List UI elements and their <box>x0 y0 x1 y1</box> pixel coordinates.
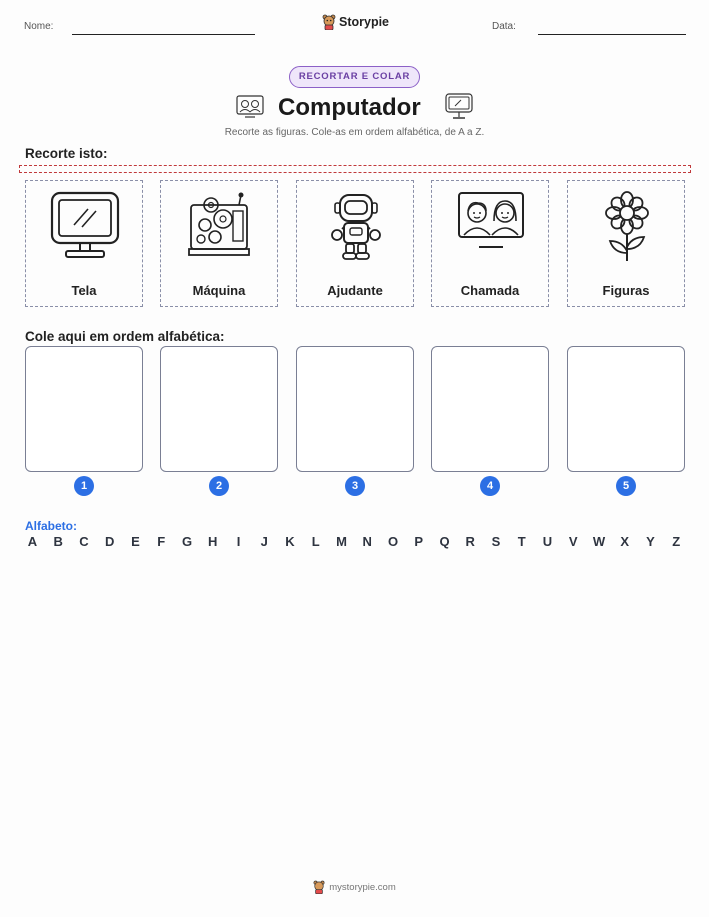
flower-icon <box>592 191 662 266</box>
card-word: Ajudante <box>327 283 383 298</box>
number-badge-2: 2 <box>209 476 229 496</box>
cut-section-label: Recorte isto: <box>25 146 108 161</box>
alphabet-letter: Y <box>646 534 655 549</box>
page-title: Computador <box>278 94 421 121</box>
robot-icon <box>321 191 391 266</box>
bear-icon <box>322 14 336 30</box>
monitor-icon <box>444 93 474 121</box>
card-word: Máquina <box>192 283 246 298</box>
alphabet-letter: Q <box>439 534 450 549</box>
alphabet-letter: G <box>181 534 193 549</box>
date-label: Data: <box>492 21 516 32</box>
alphabet-letter: X <box>620 534 630 549</box>
paste-box-3[interactable] <box>296 346 414 472</box>
card-word: Tela <box>71 283 97 298</box>
title-row <box>0 91 709 125</box>
cut-card-ajudante[interactable] <box>296 180 414 307</box>
video-call-icon <box>456 191 526 266</box>
alphabet-letter: A <box>27 534 38 549</box>
alphabet-letter: W <box>592 534 606 549</box>
alphabet-letter: U <box>542 534 553 549</box>
alphabet-letter: O <box>387 534 399 549</box>
number-badge-4: 4 <box>480 476 500 496</box>
alphabet-row <box>25 534 684 549</box>
activity-badge: RECORTAR E COLAR <box>289 66 420 88</box>
cut-line <box>19 165 691 173</box>
cut-card-tela[interactable] <box>25 180 143 307</box>
number-badge-3: 3 <box>345 476 365 496</box>
paste-box-4[interactable] <box>431 346 549 472</box>
alphabet-letter: E <box>131 534 140 549</box>
date-line[interactable] <box>538 34 686 35</box>
alphabet-label: Alfabeto: <box>25 519 77 533</box>
alphabet-letter: J <box>260 534 268 549</box>
monitor-icon <box>50 191 120 266</box>
cut-card-maquina[interactable] <box>160 180 278 307</box>
alphabet-letter: N <box>362 534 372 549</box>
paste-box-2[interactable] <box>160 346 278 472</box>
footer <box>0 880 709 894</box>
number-badge-5: 5 <box>616 476 636 496</box>
cut-card-chamada[interactable] <box>431 180 549 307</box>
bear-icon <box>313 880 325 894</box>
storypie-logo <box>322 14 389 30</box>
footer-url: mystorypie.com <box>329 881 396 893</box>
number-badge-1: 1 <box>74 476 94 496</box>
alphabet-letter: H <box>208 534 218 549</box>
alphabet-letter: S <box>491 534 501 549</box>
alphabet-letter: B <box>53 534 63 549</box>
logo-text: Storypie <box>339 15 390 29</box>
alphabet-letter: T <box>517 534 526 549</box>
card-word: Chamada <box>460 283 520 298</box>
alphabet-letter: P <box>414 534 424 549</box>
alphabet-letter: K <box>285 534 295 549</box>
cut-card-figuras[interactable] <box>567 180 685 307</box>
header <box>24 14 686 38</box>
card-word: Figuras <box>602 283 650 298</box>
paste-section-label: Cole aqui em ordem alfabética: <box>25 329 225 344</box>
instructions: Recorte as figuras. Cole-as em ordem alfabética, de A a Z. <box>224 127 485 138</box>
alphabet-letter: Z <box>672 534 681 549</box>
alphabet-letter: R <box>465 534 475 549</box>
video-call-icon <box>236 95 264 119</box>
machine-gears-icon <box>185 191 255 266</box>
paste-box-5[interactable] <box>567 346 685 472</box>
paste-box-1[interactable] <box>25 346 143 472</box>
alphabet-letter: M <box>336 534 347 549</box>
alphabet-letter: C <box>79 534 89 549</box>
name-line[interactable] <box>72 34 255 35</box>
alphabet-letter: V <box>568 534 578 549</box>
alphabet-letter: D <box>105 534 115 549</box>
alphabet-letter: L <box>311 534 320 549</box>
alphabet-letter: F <box>157 534 166 549</box>
name-label: Nome: <box>24 21 54 32</box>
alphabet-letter: I <box>236 534 241 549</box>
